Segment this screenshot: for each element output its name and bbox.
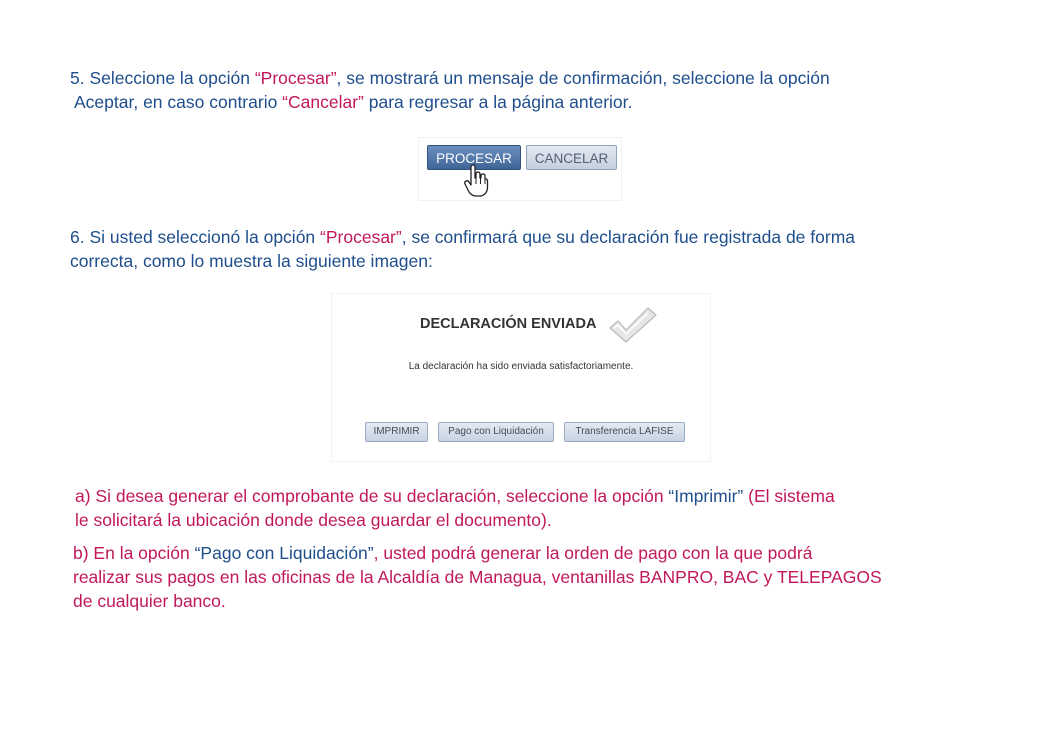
step-5-line-2: Aceptar, en caso contrario “Cancelar” para regresar a la página anterior. <box>74 92 633 112</box>
declaration-sent-screenshot <box>331 293 711 462</box>
declaration-title: DECLARACIÓN ENVIADA <box>420 316 597 332</box>
item-b-line-3: de cualquier banco. <box>73 591 226 611</box>
checkmark-icon <box>606 304 658 346</box>
item-b-line-1: b) En la opción “Pago con Liquidación”, usted podrá generar la orden de pago con la que podrá <box>73 543 813 563</box>
item-a-line-1: a) Si desea generar el comprobante de su declaración, seleccione la opción “Imprimir” (El sistema <box>75 486 835 506</box>
step-6-line-1: 6. Si usted seleccionó la opción “Procesar”, se confirmará que su declaración fue registrada de forma <box>70 227 856 247</box>
item-a-line-2: le solicitará la ubicación donde desea guardar el documento). <box>75 510 552 530</box>
pago-con-liquidacion-button[interactable]: Pago con Liquidación <box>438 422 554 442</box>
procesar-button[interactable]: PROCESAR <box>427 145 521 170</box>
declaration-message: La declaración ha sido enviada satisfactoriamente. <box>408 361 634 372</box>
imprimir-button[interactable]: IMPRIMIR <box>365 422 428 442</box>
cancelar-button[interactable]: CANCELAR <box>526 145 617 170</box>
step-5-line-1: 5. Seleccione la opción “Procesar”, se mostrará un mensaje de confirmación, seleccione la opción <box>70 68 830 88</box>
item-b-line-2: realizar sus pagos en las oficinas de la Alcaldía de Managua, ventanillas BANPRO, BAC y TELEPAGOS <box>73 567 882 587</box>
hand-cursor-icon <box>463 164 489 198</box>
procesar-cancelar-screenshot <box>418 137 622 201</box>
transferencia-lafise-button[interactable]: Transferencia LAFISE <box>564 422 685 442</box>
step-6-line-2: correcta, como lo muestra la siguiente imagen: <box>70 251 433 271</box>
